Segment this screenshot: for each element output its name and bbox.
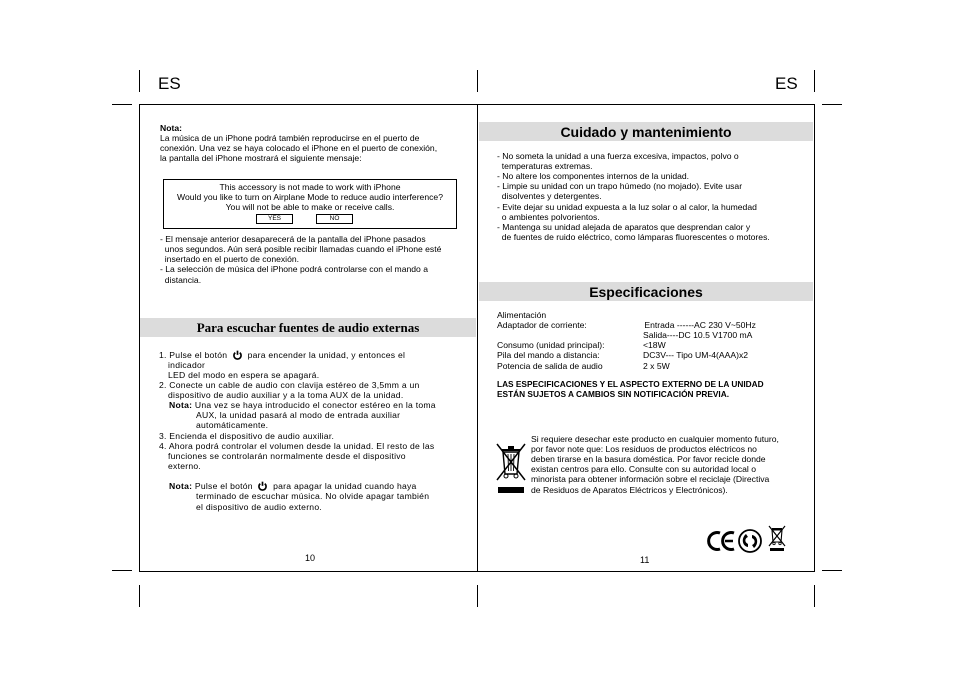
weee-line: por favor note que: Los residuos de productos eléctricos no bbox=[531, 444, 757, 454]
step-line: 3. Encienda el dispositivo de audio auxiliar. bbox=[159, 431, 335, 441]
crop-mark bbox=[112, 570, 132, 571]
green-dot-icon bbox=[738, 529, 762, 553]
care-line: de fuentes de ruido eléctrico, como lámparas fluorescentes o motores. bbox=[497, 232, 770, 242]
crop-mark bbox=[477, 70, 478, 92]
step-line: funciones se controlarán normalmente desde el dispositivo bbox=[168, 451, 406, 461]
weee-line: de Residuos de Aparatos Eléctricos y Electrónicos). bbox=[531, 485, 728, 495]
page-divider bbox=[477, 104, 478, 572]
info-line: unos segundos. Aún será posible recibir llamadas cuando el iPhone esté bbox=[160, 244, 442, 254]
crop-mark bbox=[822, 104, 842, 105]
spec-value: Entrada ------AC 230 V~50Hz bbox=[642, 320, 756, 330]
yes-button: YES bbox=[256, 214, 293, 224]
weee-bin-icon bbox=[494, 440, 528, 496]
spec-label: Adaptador de corriente: bbox=[497, 320, 587, 330]
step-line: indicador bbox=[168, 360, 206, 370]
final-note-line bbox=[169, 481, 417, 491]
step-line bbox=[159, 350, 405, 360]
spec-label: Pila del mando a distancia: bbox=[497, 350, 600, 360]
spec-title: Especificaciones bbox=[589, 284, 703, 300]
step-line: automáticamente. bbox=[196, 420, 269, 430]
note-line: la pantalla del iPhone mostrará el siguiente mensaje: bbox=[160, 153, 362, 163]
final-note-line: el dispositivo de audio externo. bbox=[196, 502, 323, 512]
care-line: disolventes y detergentes. bbox=[497, 191, 602, 201]
note-line: La música de un iPhone podrá también reproducirse en el puerto de bbox=[160, 133, 420, 143]
ce-mark-icon bbox=[707, 530, 737, 552]
spec-label: Consumo (unidad principal): bbox=[497, 340, 605, 350]
spec-value: Salida----DC 10.5 V1700 mA bbox=[643, 330, 753, 340]
step-text: para encender la unidad, y entonces el bbox=[247, 350, 406, 360]
crop-mark bbox=[814, 585, 815, 607]
step-line: AUX, la unidad pasará al modo de entrada auxiliar bbox=[196, 410, 401, 420]
spec-label: Alimentación bbox=[497, 310, 547, 320]
care-line: - Evite dejar su unidad expuesta a la luz solar o al calor, la humedad bbox=[497, 202, 757, 212]
message-line: This accessory is not made to work with iPhone bbox=[219, 182, 401, 192]
step-line: 4. Ahora podrá controlar el volumen desde la unidad. El resto de las bbox=[159, 441, 435, 451]
info-line: - El mensaje anterior desaparecerá de la pantalla del iPhone pasados bbox=[160, 234, 426, 244]
no-button: NO bbox=[316, 214, 353, 224]
crop-mark bbox=[477, 585, 478, 607]
power-icon bbox=[232, 350, 243, 360]
note-line: conexión. Una vez se haya colocado el iPhone en el puerto de conexión, bbox=[160, 143, 438, 153]
weee-line: deben tirarse en la basura doméstica. Por favor recicle donde bbox=[531, 454, 766, 464]
message-line: Would you like to turn on Airplane Mode to reduce audio interference? bbox=[177, 192, 443, 202]
step-text: 1. Pulse el botón bbox=[159, 350, 228, 360]
spec-value: <18W bbox=[643, 340, 666, 350]
disclaimer-line: LAS ESPECIFICACIONES Y EL ASPECTO EXTERNO DE LA UNIDAD bbox=[497, 379, 764, 389]
page-number-right: 11 bbox=[640, 555, 650, 565]
step-line: 2. Conecte un cable de audio con clavija estéreo de 3,5mm a un bbox=[159, 380, 420, 390]
spec-label: Potencia de salida de audio bbox=[497, 361, 603, 371]
care-line: temperaturas extremas. bbox=[497, 161, 593, 171]
care-line: o ambientes polvorientos. bbox=[497, 212, 600, 222]
crop-mark bbox=[139, 585, 140, 607]
message-line: You will not be able to make or receive calls. bbox=[225, 202, 395, 212]
step-note-label: Nota: bbox=[169, 400, 193, 410]
care-line: - No someta la unidad a una fuerza excesiva, impactos, polvo o bbox=[497, 151, 739, 161]
care-line: - Mantenga su unidad alejada de aparatos que desprendan calor y bbox=[497, 222, 751, 232]
final-note-text: Pulse el botón bbox=[194, 481, 253, 491]
language-label-right: ES bbox=[775, 74, 798, 93]
spec-value: DC3V--- Tipo UM-4(AAA)x2 bbox=[643, 350, 749, 360]
step-line bbox=[169, 400, 436, 410]
crop-mark bbox=[112, 104, 132, 105]
note-title: Nota: bbox=[160, 123, 182, 133]
spec-value: 2 x 5W bbox=[643, 361, 670, 371]
weee-line: minorista para obtener información sobre el reciclaje (Directiva bbox=[531, 474, 770, 484]
care-line: - No altere los componentes internos de la unidad. bbox=[497, 171, 690, 181]
step-line: dispositivo de audio auxiliar y a la toma AUX de la unidad. bbox=[168, 390, 404, 400]
crop-mark bbox=[822, 570, 842, 571]
step-line: LED del modo en espera se apagará. bbox=[168, 370, 320, 380]
final-note-line: terminado de escuchar música. No olvide apagar también bbox=[196, 491, 430, 501]
section-title: Para escuchar fuentes de audio externas bbox=[196, 320, 420, 335]
language-label-left: ES bbox=[158, 74, 181, 93]
power-icon bbox=[257, 481, 268, 491]
step-line: externo. bbox=[168, 461, 202, 471]
weee-line: existan centros para ello. Consulte con su autoridad local o bbox=[531, 464, 757, 474]
info-line: distancia. bbox=[160, 275, 202, 285]
weee-line: Si requiere desechar este producto en cualquier momento futuro, bbox=[531, 434, 779, 444]
disclaimer-line: ESTÁN SUJETOS A CAMBIOS SIN NOTIFICACIÓN PREVIA. bbox=[497, 389, 730, 399]
info-line: - La selección de música del iPhone podrá controlarse con el mando a bbox=[160, 264, 428, 274]
care-title: Cuidado y mantenimiento bbox=[560, 124, 732, 140]
info-line: insertado en el puerto de conexión. bbox=[160, 254, 300, 264]
page-number-left: 10 bbox=[305, 553, 316, 563]
weee-bin-icon bbox=[767, 524, 787, 552]
step-text: Una vez se haya introducido el conector estéreo en la toma bbox=[194, 400, 436, 410]
final-note-text: para apagar la unidad cuando haya bbox=[273, 481, 417, 491]
crop-mark bbox=[814, 70, 815, 92]
care-line: - Limpie su unidad con un trapo húmedo (no mojado). Evite usar bbox=[497, 181, 743, 191]
crop-mark bbox=[139, 70, 140, 92]
final-note-label: Nota: bbox=[169, 481, 193, 491]
